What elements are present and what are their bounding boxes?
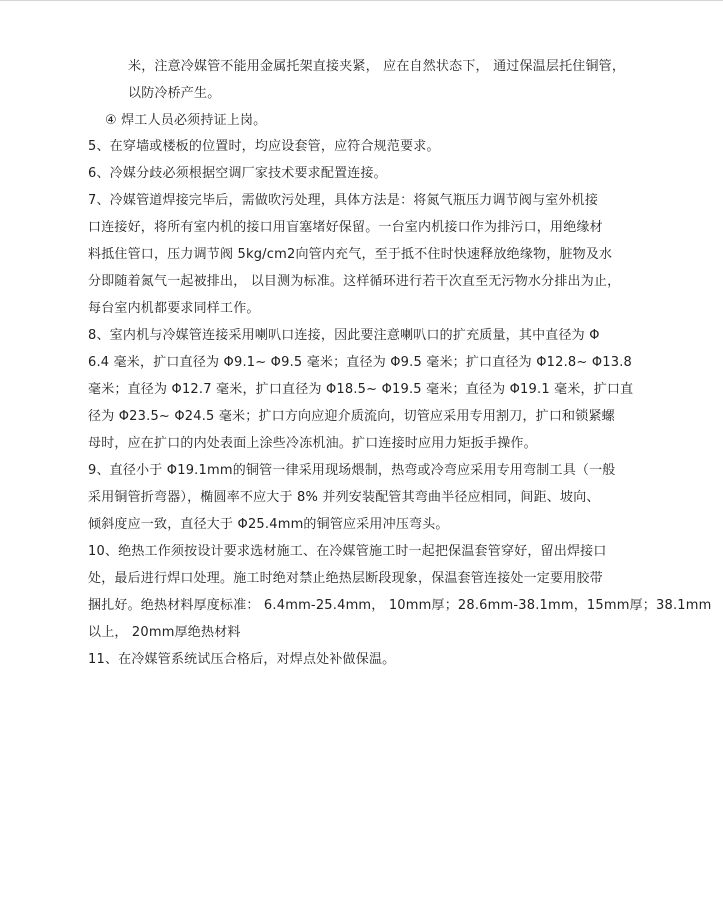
text-line: 口连接好，将所有室内机的接口用盲塞堵好保留。一台室内机接口作为排污口，用绝缘材 [88, 220, 603, 235]
text-line: 处，最后进行焊口处理。施工时绝对禁止绝热层断段现象，保温套管连接处一定要用胶带 [88, 571, 603, 586]
text-line: 毫米；直径为 Φ12.7 毫米，扩口直径为 Φ18.5~ Φ19.5 毫米；直径为 Φ19.1 毫米，扩口直 [88, 382, 634, 397]
text-line: 每台室内机都要求同样工作。 [88, 301, 260, 316]
text-line: ④ 焊工人员必须持证上岗。 [105, 113, 267, 128]
text-line: 以上， 20mm厚绝热材料 [88, 625, 241, 640]
text-line: 径为 Φ23.5~ Φ24.5 毫米；扩口方向应迎介质流向，切管应采用专用割刀，扩口和锁紧螺 [88, 409, 615, 424]
text-line: 捆扎好。绝热材料厚度标准： 6.4mm-25.4mm， 10mm厚；28.6mm-38.1mm，15mm厚；38.1mm [88, 598, 712, 613]
text-line: 分即随着氮气一起被排出， 以目测为标准。这样循环进行若干次直至无污物水分排出为止， [88, 274, 621, 289]
text-line: 9、直径小于 Φ19.1mm的铜管一律采用现场煨制，热弯或冷弯应采用专用弯制工具（一般 [88, 463, 616, 478]
text-line: 7、冷媒管道焊接完毕后，需做吹污处理，具体方法是：将氮气瓶压力调节阀与室外机接 [88, 193, 599, 208]
text-line: 采用铜管折弯器），椭圆率不应大于 8% 并列安装配管其弯曲半径应相同，间距、坡向、 [88, 490, 600, 505]
text-line: 6.4 毫米，扩口直径为 Φ9.1~ Φ9.5 毫米；直径为 Φ9.5 毫米；扩口直径为 Φ12.8~ Φ13.8 [88, 355, 632, 370]
text-line: 6、冷媒分歧必须根据空调厂家技术要求配置连接。 [88, 166, 387, 181]
text-line: 8、室内机与冷媒管连接采用喇叭口连接，因此要注意喇叭口的扩充质量，其中直径为 Φ [88, 328, 600, 343]
text-line: 10、绝热工作须按设计要求选材施工、在冷媒管施工时一起把保温套管穿好，留出焊接口 [88, 544, 607, 559]
text-line: 倾斜度应一致，直径大于 Φ25.4mm的铜管应采用冲压弯头。 [88, 517, 449, 532]
text-line: 以防冷桥产生。 [128, 86, 221, 101]
text-line: 11、在冷媒管系统试压合格后，对焊点处补做保温。 [88, 652, 396, 667]
text-line: 米，注意冷媒管不能用金属托架直接夹紧， 应在自然状态下， 通过保温层托住铜管， [128, 59, 626, 74]
text-line: 料抵住管口，压力调节阀 5kg/cm2向管内充气，至于抵不住时快速释放绝缘物，脏物及水 [88, 247, 613, 262]
text-line: 母时，应在扩口的内处表面上涂些冷冻机油。扩口连接时应用力矩扳手操作。 [88, 436, 537, 451]
text-line: 5、在穿墙或楼板的位置时，均应设套管，应符合规范要求。 [88, 139, 440, 154]
